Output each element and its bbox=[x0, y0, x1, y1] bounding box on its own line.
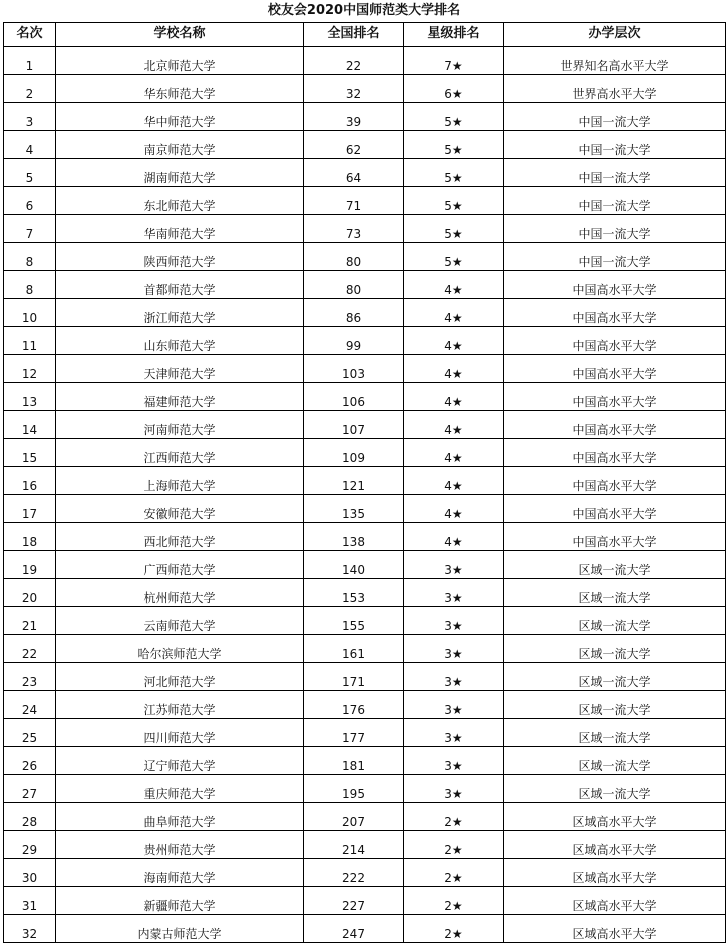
table-row bbox=[4, 131, 726, 159]
national-rank-cell: 121 bbox=[304, 467, 404, 495]
national-rank-cell: 107 bbox=[304, 411, 404, 439]
table-row bbox=[4, 215, 726, 243]
table-row bbox=[4, 383, 726, 411]
star-rating-cell: 5★ bbox=[404, 103, 504, 131]
national-rank-cell: 207 bbox=[304, 803, 404, 831]
star-rating-cell: 2★ bbox=[404, 887, 504, 915]
table-row bbox=[4, 187, 726, 215]
school-name-cell: 江苏师范大学 bbox=[56, 691, 304, 719]
star-rating-cell: 5★ bbox=[404, 131, 504, 159]
star-rating-cell: 4★ bbox=[404, 495, 504, 523]
rank-cell: 26 bbox=[4, 747, 56, 775]
school-level-cell: 中国一流大学 bbox=[504, 243, 726, 271]
school-level-cell: 中国一流大学 bbox=[504, 159, 726, 187]
table-row bbox=[4, 467, 726, 495]
school-level-cell: 区域高水平大学 bbox=[504, 887, 726, 915]
table-row bbox=[4, 299, 726, 327]
rank-cell: 15 bbox=[4, 439, 56, 467]
school-name-cell: 曲阜师范大学 bbox=[56, 803, 304, 831]
school-name-cell: 华南师范大学 bbox=[56, 215, 304, 243]
school-level-cell: 世界知名高水平大学 bbox=[504, 47, 726, 75]
rank-cell: 29 bbox=[4, 831, 56, 859]
school-level-cell: 中国一流大学 bbox=[504, 103, 726, 131]
star-rating-cell: 3★ bbox=[404, 691, 504, 719]
rank-cell: 31 bbox=[4, 887, 56, 915]
school-name-cell: 安徽师范大学 bbox=[56, 495, 304, 523]
header-star-rating: 星级排名 bbox=[404, 23, 504, 47]
star-rating-cell: 2★ bbox=[404, 803, 504, 831]
table-row bbox=[4, 691, 726, 719]
school-name-cell: 山东师范大学 bbox=[56, 327, 304, 355]
star-rating-cell: 2★ bbox=[404, 915, 504, 943]
national-rank-cell: 86 bbox=[304, 299, 404, 327]
school-level-cell: 中国一流大学 bbox=[504, 215, 726, 243]
rank-cell: 28 bbox=[4, 803, 56, 831]
table-row bbox=[4, 411, 726, 439]
star-rating-cell: 4★ bbox=[404, 439, 504, 467]
table-row bbox=[4, 719, 726, 747]
school-level-cell: 中国高水平大学 bbox=[504, 467, 726, 495]
table-row bbox=[4, 831, 726, 859]
rank-cell: 17 bbox=[4, 495, 56, 523]
rank-cell: 30 bbox=[4, 859, 56, 887]
national-rank-cell: 22 bbox=[304, 47, 404, 75]
table-header bbox=[4, 23, 726, 47]
rank-cell: 24 bbox=[4, 691, 56, 719]
table-row bbox=[4, 803, 726, 831]
school-level-cell: 区域一流大学 bbox=[504, 579, 726, 607]
national-rank-cell: 222 bbox=[304, 859, 404, 887]
header-national-rank: 全国排名 bbox=[304, 23, 404, 47]
school-name-cell: 杭州师范大学 bbox=[56, 579, 304, 607]
table-row bbox=[4, 355, 726, 383]
star-rating-cell: 4★ bbox=[404, 467, 504, 495]
star-rating-cell: 7★ bbox=[404, 47, 504, 75]
school-level-cell: 区域一流大学 bbox=[504, 551, 726, 579]
school-name-cell: 新疆师范大学 bbox=[56, 887, 304, 915]
table-row bbox=[4, 47, 726, 75]
national-rank-cell: 214 bbox=[304, 831, 404, 859]
school-level-cell: 区域一流大学 bbox=[504, 635, 726, 663]
star-rating-cell: 3★ bbox=[404, 607, 504, 635]
star-rating-cell: 5★ bbox=[404, 215, 504, 243]
school-level-cell: 区域一流大学 bbox=[504, 607, 726, 635]
school-name-cell: 南京师范大学 bbox=[56, 131, 304, 159]
school-name-cell: 华中师范大学 bbox=[56, 103, 304, 131]
star-rating-cell: 4★ bbox=[404, 327, 504, 355]
school-name-cell: 河北师范大学 bbox=[56, 663, 304, 691]
school-level-cell: 区域高水平大学 bbox=[504, 859, 726, 887]
school-name-cell: 广西师范大学 bbox=[56, 551, 304, 579]
school-name-cell: 北京师范大学 bbox=[56, 47, 304, 75]
table-row bbox=[4, 915, 726, 943]
school-name-cell: 河南师范大学 bbox=[56, 411, 304, 439]
national-rank-cell: 177 bbox=[304, 719, 404, 747]
rank-cell: 20 bbox=[4, 579, 56, 607]
rank-cell: 13 bbox=[4, 383, 56, 411]
school-name-cell: 华东师范大学 bbox=[56, 75, 304, 103]
table-row bbox=[4, 271, 726, 299]
star-rating-cell: 3★ bbox=[404, 579, 504, 607]
star-rating-cell: 4★ bbox=[404, 355, 504, 383]
star-rating-cell: 3★ bbox=[404, 635, 504, 663]
table-row bbox=[4, 747, 726, 775]
table-row bbox=[4, 523, 726, 551]
rank-cell: 8 bbox=[4, 271, 56, 299]
school-level-cell: 中国高水平大学 bbox=[504, 411, 726, 439]
school-level-cell: 区域一流大学 bbox=[504, 747, 726, 775]
school-level-cell: 区域一流大学 bbox=[504, 775, 726, 803]
rank-cell: 7 bbox=[4, 215, 56, 243]
national-rank-cell: 99 bbox=[304, 327, 404, 355]
table-row bbox=[4, 663, 726, 691]
star-rating-cell: 5★ bbox=[404, 243, 504, 271]
rank-cell: 18 bbox=[4, 523, 56, 551]
national-rank-cell: 64 bbox=[304, 159, 404, 187]
school-name-cell: 江西师范大学 bbox=[56, 439, 304, 467]
table-row bbox=[4, 159, 726, 187]
school-level-cell: 区域高水平大学 bbox=[504, 915, 726, 943]
school-name-cell: 重庆师范大学 bbox=[56, 775, 304, 803]
national-rank-cell: 39 bbox=[304, 103, 404, 131]
rank-cell: 10 bbox=[4, 299, 56, 327]
star-rating-cell: 4★ bbox=[404, 411, 504, 439]
table-title: 校友会2020中国师范类大学排名 bbox=[267, 3, 461, 18]
star-rating-cell: 3★ bbox=[404, 747, 504, 775]
rank-cell: 2 bbox=[4, 75, 56, 103]
rank-cell: 21 bbox=[4, 607, 56, 635]
national-rank-cell: 153 bbox=[304, 579, 404, 607]
school-name-cell: 浙江师范大学 bbox=[56, 299, 304, 327]
star-rating-cell: 2★ bbox=[404, 831, 504, 859]
star-rating-cell: 6★ bbox=[404, 75, 504, 103]
school-level-cell: 中国高水平大学 bbox=[504, 271, 726, 299]
national-rank-cell: 73 bbox=[304, 215, 404, 243]
school-name-cell: 哈尔滨师范大学 bbox=[56, 635, 304, 663]
national-rank-cell: 140 bbox=[304, 551, 404, 579]
rank-cell: 8 bbox=[4, 243, 56, 271]
school-name-cell: 贵州师范大学 bbox=[56, 831, 304, 859]
national-rank-cell: 109 bbox=[304, 439, 404, 467]
school-name-cell: 海南师范大学 bbox=[56, 859, 304, 887]
star-rating-cell: 2★ bbox=[404, 859, 504, 887]
school-level-cell: 中国高水平大学 bbox=[504, 355, 726, 383]
national-rank-cell: 32 bbox=[304, 75, 404, 103]
rank-cell: 19 bbox=[4, 551, 56, 579]
star-rating-cell: 4★ bbox=[404, 299, 504, 327]
star-rating-cell: 4★ bbox=[404, 523, 504, 551]
national-rank-cell: 71 bbox=[304, 187, 404, 215]
table-row bbox=[4, 327, 726, 355]
table-row bbox=[4, 607, 726, 635]
school-name-cell: 湖南师范大学 bbox=[56, 159, 304, 187]
school-name-cell: 云南师范大学 bbox=[56, 607, 304, 635]
rank-cell: 22 bbox=[4, 635, 56, 663]
star-rating-cell: 3★ bbox=[404, 775, 504, 803]
national-rank-cell: 195 bbox=[304, 775, 404, 803]
rank-cell: 12 bbox=[4, 355, 56, 383]
school-level-cell: 中国一流大学 bbox=[504, 131, 726, 159]
table-body bbox=[4, 47, 726, 943]
rank-cell: 5 bbox=[4, 159, 56, 187]
national-rank-cell: 161 bbox=[304, 635, 404, 663]
table-row bbox=[4, 551, 726, 579]
national-rank-cell: 247 bbox=[304, 915, 404, 943]
national-rank-cell: 80 bbox=[304, 243, 404, 271]
school-level-cell: 中国高水平大学 bbox=[504, 327, 726, 355]
national-rank-cell: 227 bbox=[304, 887, 404, 915]
school-level-cell: 中国高水平大学 bbox=[504, 439, 726, 467]
table-row bbox=[4, 887, 726, 915]
school-level-cell: 中国一流大学 bbox=[504, 187, 726, 215]
table-row bbox=[4, 859, 726, 887]
rank-cell: 32 bbox=[4, 915, 56, 943]
school-level-cell: 中国高水平大学 bbox=[504, 495, 726, 523]
rank-cell: 1 bbox=[4, 47, 56, 75]
school-name-cell: 天津师范大学 bbox=[56, 355, 304, 383]
rank-cell: 4 bbox=[4, 131, 56, 159]
national-rank-cell: 171 bbox=[304, 663, 404, 691]
table-row bbox=[4, 495, 726, 523]
school-level-cell: 区域一流大学 bbox=[504, 663, 726, 691]
school-name-cell: 上海师范大学 bbox=[56, 467, 304, 495]
star-rating-cell: 3★ bbox=[404, 663, 504, 691]
national-rank-cell: 103 bbox=[304, 355, 404, 383]
star-rating-cell: 5★ bbox=[404, 187, 504, 215]
rank-cell: 25 bbox=[4, 719, 56, 747]
table-row bbox=[4, 579, 726, 607]
star-rating-cell: 3★ bbox=[404, 551, 504, 579]
national-rank-cell: 181 bbox=[304, 747, 404, 775]
rank-cell: 16 bbox=[4, 467, 56, 495]
school-level-cell: 中国高水平大学 bbox=[504, 523, 726, 551]
school-name-cell: 陕西师范大学 bbox=[56, 243, 304, 271]
school-name-cell: 四川师范大学 bbox=[56, 719, 304, 747]
national-rank-cell: 106 bbox=[304, 383, 404, 411]
header-school-level: 办学层次 bbox=[504, 23, 726, 47]
table-row bbox=[4, 439, 726, 467]
table-row bbox=[4, 243, 726, 271]
table-row bbox=[4, 103, 726, 131]
school-name-cell: 东北师范大学 bbox=[56, 187, 304, 215]
school-level-cell: 区域高水平大学 bbox=[504, 831, 726, 859]
school-level-cell: 区域高水平大学 bbox=[504, 803, 726, 831]
header-row bbox=[4, 23, 726, 47]
national-rank-cell: 138 bbox=[304, 523, 404, 551]
school-name-cell: 首都师范大学 bbox=[56, 271, 304, 299]
table-row bbox=[4, 75, 726, 103]
table-row bbox=[4, 635, 726, 663]
school-name-cell: 福建师范大学 bbox=[56, 383, 304, 411]
school-name-cell: 西北师范大学 bbox=[56, 523, 304, 551]
rank-cell: 14 bbox=[4, 411, 56, 439]
header-rank: 名次 bbox=[4, 23, 56, 47]
table-row bbox=[4, 775, 726, 803]
star-rating-cell: 4★ bbox=[404, 271, 504, 299]
star-rating-cell: 4★ bbox=[404, 383, 504, 411]
school-level-cell: 区域一流大学 bbox=[504, 719, 726, 747]
school-level-cell: 世界高水平大学 bbox=[504, 75, 726, 103]
school-name-cell: 内蒙古师范大学 bbox=[56, 915, 304, 943]
school-name-cell: 辽宁师范大学 bbox=[56, 747, 304, 775]
school-level-cell: 区域一流大学 bbox=[504, 691, 726, 719]
national-rank-cell: 176 bbox=[304, 691, 404, 719]
rank-cell: 11 bbox=[4, 327, 56, 355]
star-rating-cell: 5★ bbox=[404, 159, 504, 187]
national-rank-cell: 80 bbox=[304, 271, 404, 299]
rank-cell: 23 bbox=[4, 663, 56, 691]
national-rank-cell: 155 bbox=[304, 607, 404, 635]
rank-cell: 27 bbox=[4, 775, 56, 803]
header-school-name: 学校名称 bbox=[56, 23, 304, 47]
school-level-cell: 中国高水平大学 bbox=[504, 383, 726, 411]
rank-cell: 6 bbox=[4, 187, 56, 215]
rank-cell: 3 bbox=[4, 103, 56, 131]
star-rating-cell: 3★ bbox=[404, 719, 504, 747]
school-level-cell: 中国高水平大学 bbox=[504, 299, 726, 327]
national-rank-cell: 62 bbox=[304, 131, 404, 159]
national-rank-cell: 135 bbox=[304, 495, 404, 523]
ranking-table bbox=[3, 22, 726, 943]
